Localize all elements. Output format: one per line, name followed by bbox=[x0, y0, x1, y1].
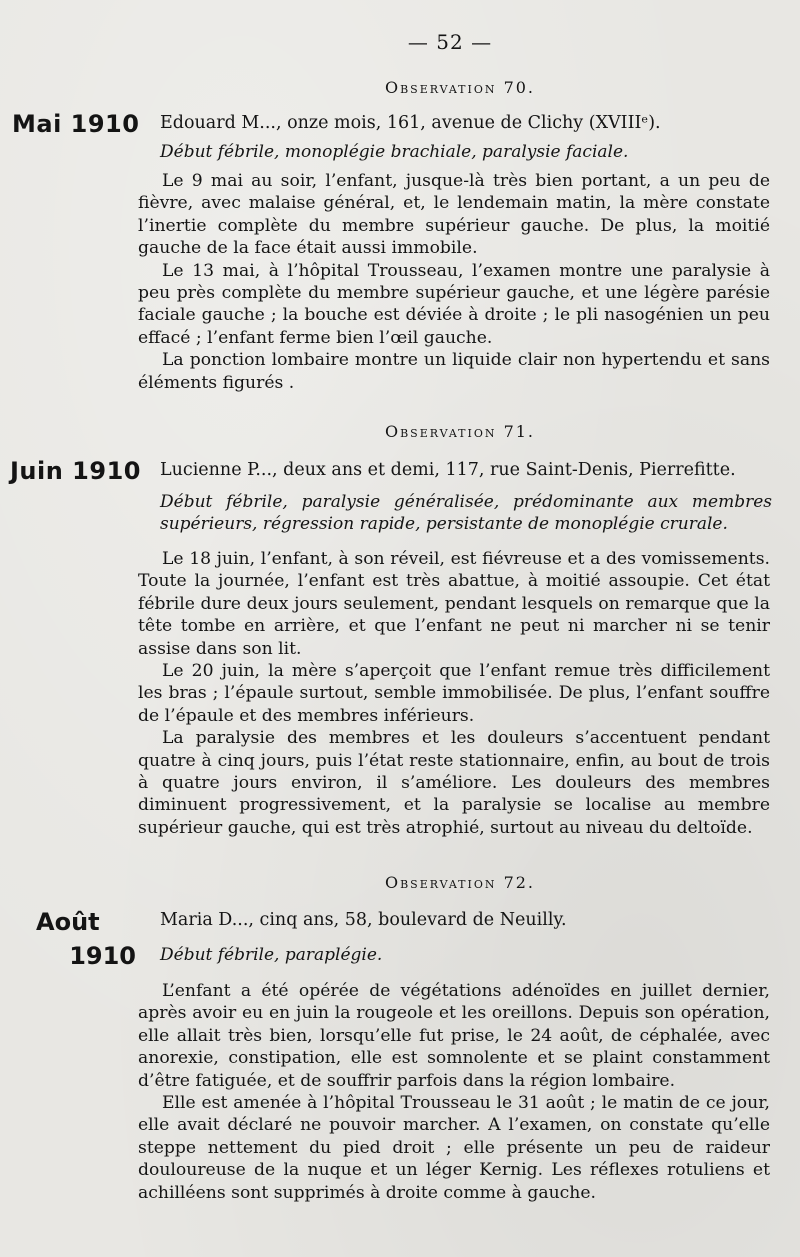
observation-71-subtitle: Début fébrile, paralysie généralisée, prédominante aux membres supérieurs, régression rapide, persistante de monoplégie crurale. bbox=[160, 492, 772, 535]
observation-71-patient: Lucienne P..., deux ans et demi, 117, rue Saint-Denis, Pierrefitte. bbox=[160, 460, 736, 480]
observation-72-patient: Maria D..., cinq ans, 58, boulevard de Neuilly. bbox=[160, 910, 567, 930]
observation-71-paragraph: Le 20 juin, la mère s’aperçoit que l’enfant remue très difficilement les bras ; l’épaule surtout, semble immobilisée. De plus, l’enfant souffre de l’épaule et des membres inférieurs. bbox=[138, 661, 770, 726]
observation-71-paragraph: Le 18 juin, l’enfant, à son réveil, est fiévreuse et a des vomissements. Toute la journée, l’enfant est très abattue, à moitié assoupie. Cet état fébrile dure deux jours seulement, pendant lesquels on remarque que la tête tombe en arrière, et que l’enfant ne peut ni marcher ni se tenir assise dans son lit. bbox=[138, 549, 770, 659]
observation-72-title: Observation 72. bbox=[384, 873, 536, 892]
observation-72-date bbox=[30, 905, 136, 973]
observation-72-paragraph: L’enfant a été opérée de végétations adénoïdes en juillet dernier, après avoir eu en juin la rougeole et les oreillons. Depuis son opération, elle allait très bien, lorsqu’elle fut prise, le 24 août, de céphalée, avec anorexie, constipation, elle est somnolente et se plaint constamment d’être fatiguée, et de souffrir parfois dans la région lombaire. bbox=[138, 981, 770, 1091]
observation-71-title: Observation 71. bbox=[384, 422, 536, 441]
observation-72-date-month: Août bbox=[36, 908, 100, 936]
observation-70-paragraph: Le 13 mai, à l’hôpital Trousseau, l’examen montre une paralysie à peu près complète du membre supérieur gauche, et une légère parésie faciale gauche ; la bouche est déviée à droite ; le pli nasogénien un peu effacé ; l’enfant ferme bien l’œil gauche. bbox=[138, 260, 770, 348]
observation-70-paragraph: Le 9 mai au soir, l’enfant, jusque-là très bien portant, a un peu de fièvre, avec malaise général, et, le lendemain matin, la mère constate l’inertie complète du membre supérieur gauche. De plus, la moitié gauche de la face était aussi immobile. bbox=[138, 171, 770, 259]
observation-72-paragraph: Elle est amenée à l’hôpital Trousseau le 31 août ; le matin de ce jour, elle avait déclaré ne pouvoir marcher. A l’examen, on constate qu’elle steppe nettement du pied droit ; elle présente un peu de raideur douloureuse de la nuque et un léger Kernig. Les réflexes rotuliens et achilléens sont supprimés à droite comme à gauche. bbox=[138, 1093, 770, 1203]
observation-72-date-year: 1910 bbox=[69, 942, 136, 970]
observation-72-subtitle: Début fébrile, paraplégie. bbox=[160, 945, 383, 965]
observation-71-date: Juin 1910 bbox=[10, 457, 141, 485]
observation-71-paragraph: La paralysie des membres et les douleurs s’accentuent pendant quatre à cinq jours, puis l’état reste stationnaire, enfin, au bout de trois à quatre jours environ, il s’améliore. Les douleurs des membres diminuent progressivement, et la paralysie se localise au membre supérieur gauche, qui est très atrophié, surtout au niveau du deltoïde. bbox=[138, 728, 770, 838]
observation-72-body bbox=[138, 980, 770, 1204]
page-number: — 52 — bbox=[407, 30, 493, 54]
observation-70-body bbox=[138, 170, 770, 394]
observation-70-subtitle: Début fébrile, monoplégie brachiale, paralysie faciale. bbox=[160, 142, 629, 162]
observation-70-title: Observation 70. bbox=[384, 78, 536, 97]
observation-70-paragraph: La ponction lombaire montre un liquide clair non hypertendu et sans éléments figurés . bbox=[138, 350, 770, 393]
observation-70-patient: Edouard M..., onze mois, 161, avenue de Clichy (XVIIIᵉ). bbox=[160, 113, 661, 133]
observation-71-body bbox=[138, 548, 770, 839]
observation-70-date: Mai 1910 bbox=[12, 110, 140, 138]
